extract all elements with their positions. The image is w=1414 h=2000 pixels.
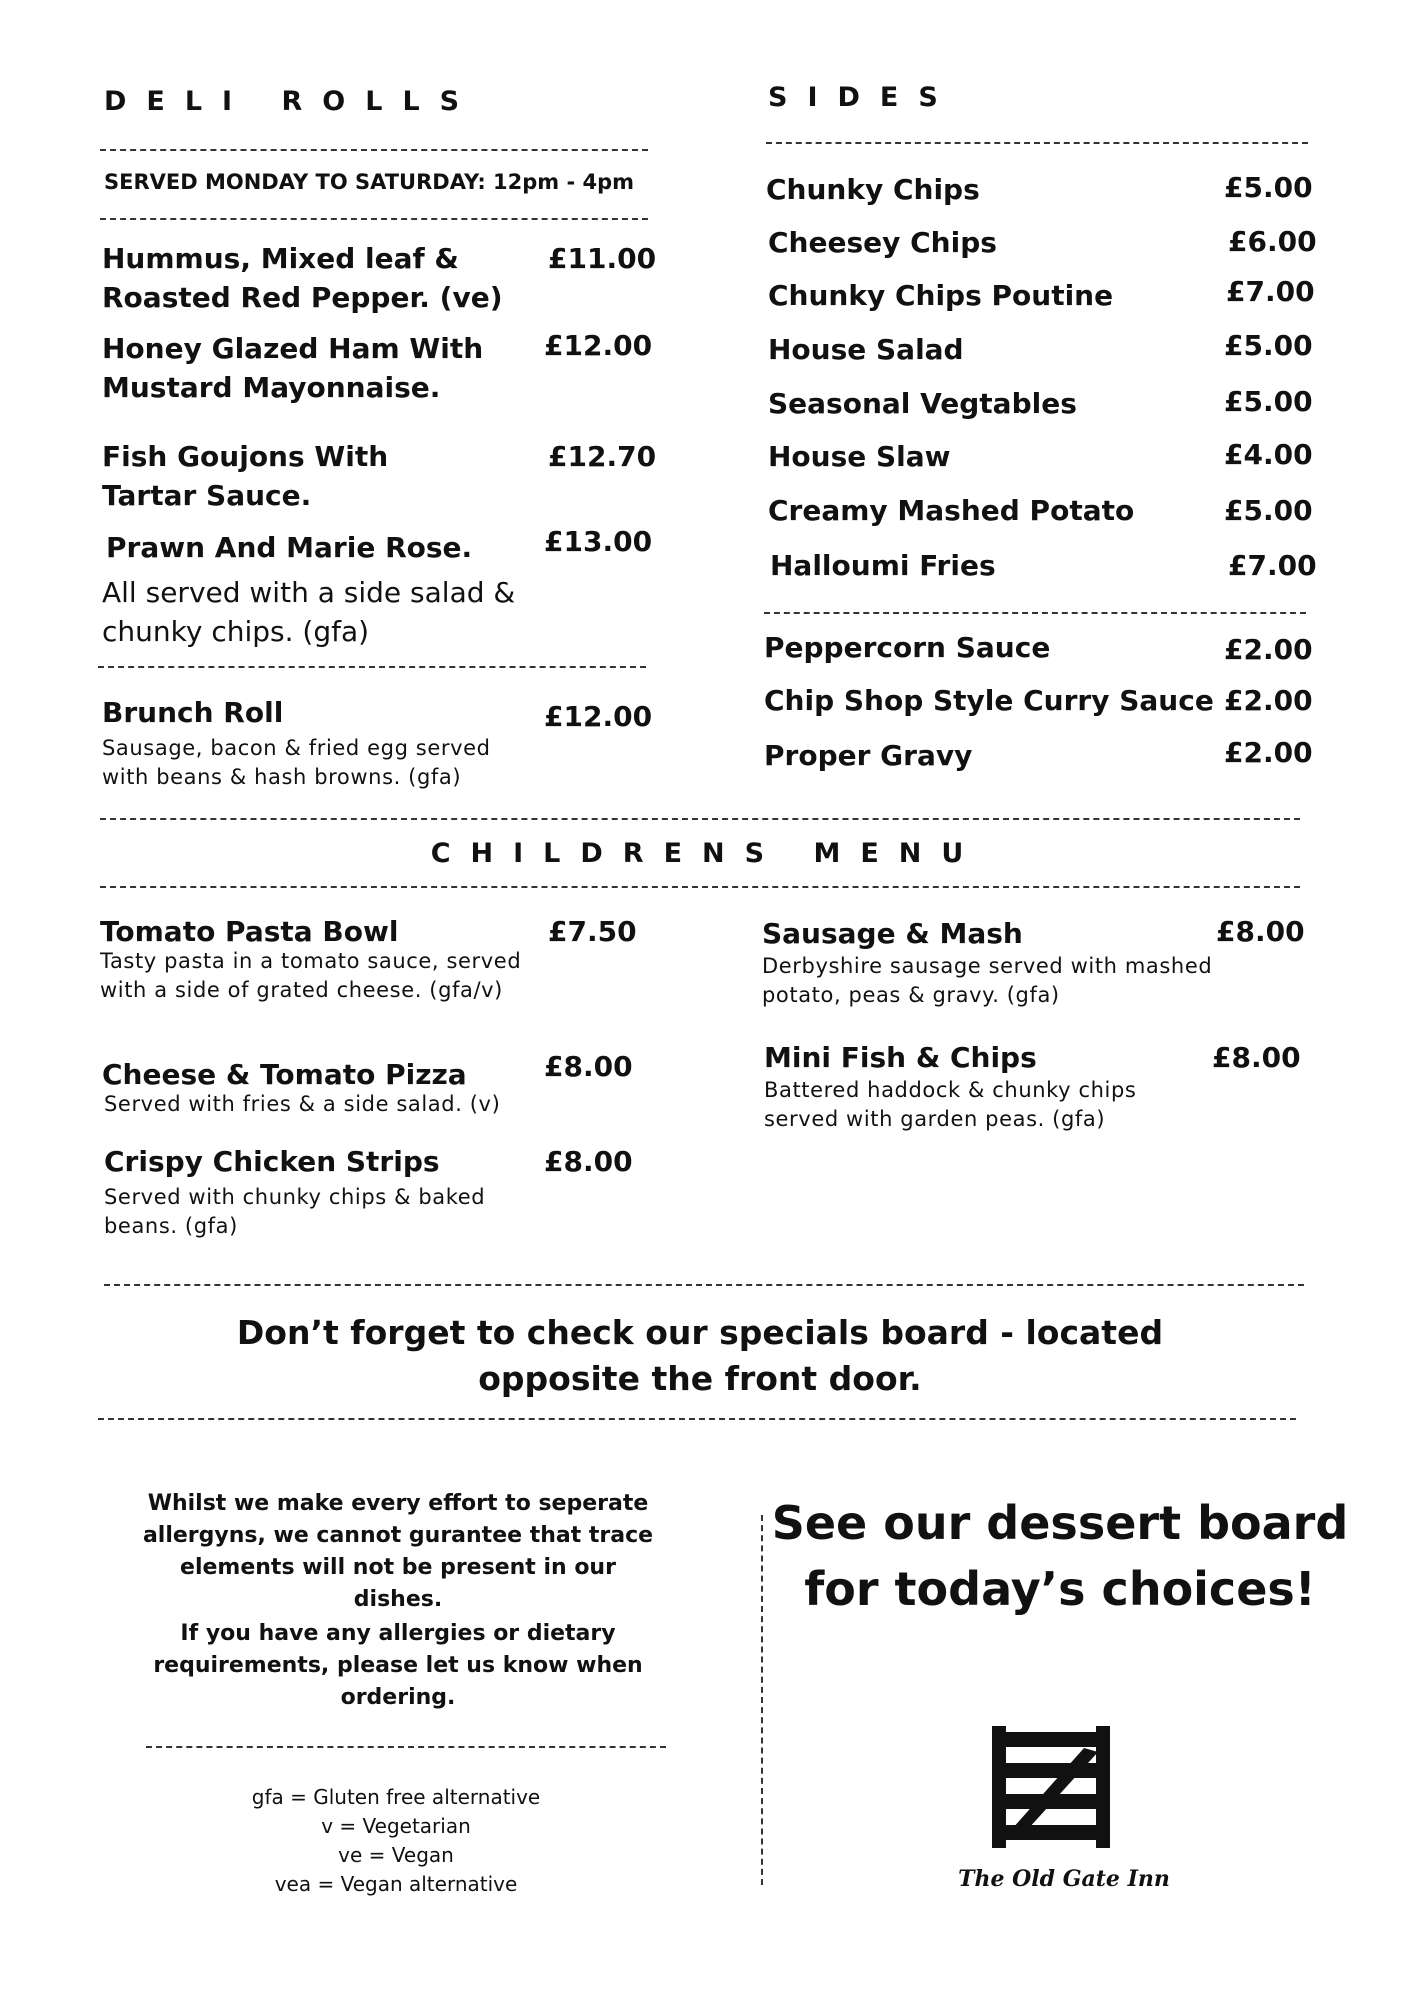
side-item-name: Chunky Chips Poutine <box>768 279 1114 312</box>
side-item-price: £5.00 <box>1224 385 1313 418</box>
allergy-request: If you have any allergies or dietary requirements, please let us know when ordering. <box>153 1621 643 1710</box>
dietary-key-gfa: gfa = Gluten free alternative <box>251 1785 541 1809</box>
deli-serving-note: All served with a side salad & chunky chips. (gfa) <box>102 576 516 648</box>
dessert-board-note: See our dessert board for today’s choices! <box>771 1496 1349 1616</box>
sauce-item-price: £2.00 <box>1224 736 1313 769</box>
deli-item-price: £12.00 <box>544 329 653 362</box>
kids-item-name: Cheese & Tomato Pizza <box>102 1058 467 1091</box>
kids-item-price: £8.00 <box>544 1145 633 1178</box>
divider <box>766 142 1308 144</box>
allergy-disclaimer: Whilst we make every effort to seperate allergyns, we cannot gurantee that trace elements will not be present in our dishes. <box>142 1491 654 1612</box>
deli-item-price: £11.00 <box>548 242 657 275</box>
side-item-price: £5.00 <box>1224 494 1313 527</box>
divider <box>100 218 648 220</box>
side-item-name: Halloumi Fries <box>770 549 996 582</box>
kids-item-description: Served with chunky chips & baked beans. (gfa) <box>104 1185 486 1238</box>
dietary-key-ve: ve = Vegan <box>338 1843 454 1867</box>
deli-item-name: Hummus, Mixed leaf & Roasted Red Pepper. (ve) <box>102 242 503 314</box>
brunch-roll-name: Brunch Roll <box>102 696 284 729</box>
dietary-key-vea: vea = Vegan alternative <box>274 1872 518 1896</box>
deli-item-price: £12.70 <box>548 440 657 473</box>
side-item-price: £7.00 <box>1228 549 1317 582</box>
brunch-roll-price: £12.00 <box>544 700 653 733</box>
sauce-item-price: £2.00 <box>1224 633 1313 666</box>
kids-item-price: £8.00 <box>1212 1041 1301 1074</box>
kids-item-name: Mini Fish & Chips <box>764 1041 1037 1074</box>
sides-heading: SIDES <box>768 82 958 113</box>
divider <box>146 1746 666 1748</box>
kids-item-price: £8.00 <box>1216 915 1305 948</box>
side-item-name: Cheesey Chips <box>768 226 997 259</box>
deli-rolls-heading: DELI ROLLS <box>104 86 480 117</box>
kids-item-description: Derbyshire sausage served with mashed potato, peas & gravy. (gfa) <box>762 954 1213 1007</box>
kids-item-description: Tasty pasta in a tomato sauce, served with a side of grated cheese. (gfa/v) <box>100 949 522 1002</box>
side-item-name: House Salad <box>768 333 964 366</box>
kids-item-name: Tomato Pasta Bowl <box>100 915 399 948</box>
deli-item-name: Fish Goujons With Tartar Sauce. <box>102 440 389 512</box>
childrens-menu-heading: CHILDRENS MENU <box>430 838 984 869</box>
specials-board-note: Don’t forget to check our specials board - located opposite the front door. <box>236 1313 1164 1398</box>
kids-item-price: £8.00 <box>544 1050 633 1083</box>
sauce-item-name: Proper Gravy <box>764 739 973 772</box>
deli-item-name: Honey Glazed Ham With Mustard Mayonnaise. <box>102 332 484 404</box>
dietary-key-v: v = Vegetarian <box>321 1814 471 1838</box>
sauce-item-name: Peppercorn Sauce <box>764 631 1051 664</box>
kids-item-name: Sausage & Mash <box>762 917 1023 950</box>
divider <box>100 886 1300 888</box>
side-item-price: £5.00 <box>1224 171 1313 204</box>
divider <box>764 612 1306 614</box>
deli-item-name: Prawn And Marie Rose. <box>106 531 473 564</box>
side-item-name: Chunky Chips <box>766 173 980 206</box>
side-item-price: £4.00 <box>1224 438 1313 471</box>
side-item-name: Creamy Mashed Potato <box>768 494 1135 527</box>
divider <box>100 149 648 151</box>
kids-item-name: Crispy Chicken Strips <box>104 1145 440 1178</box>
side-item-price: £5.00 <box>1224 329 1313 362</box>
kids-item-description: Served with fries & a side salad. (v) <box>104 1092 501 1116</box>
gate-icon <box>984 1718 1144 1868</box>
divider <box>98 1418 1296 1420</box>
side-item-price: £6.00 <box>1228 225 1317 258</box>
kids-item-description: Battered haddock & chunky chips served with garden peas. (gfa) <box>764 1078 1137 1131</box>
sauce-item-name: Chip Shop Style Curry Sauce <box>764 684 1214 717</box>
sauce-item-price: £2.00 <box>1224 684 1313 717</box>
old-gate-inn-logo <box>984 1718 1144 1868</box>
serving-times: SERVED MONDAY TO SATURDAY: 12pm - 4pm <box>104 170 635 194</box>
side-item-name: House Slaw <box>768 440 951 473</box>
deli-item-price: £13.00 <box>544 525 653 558</box>
divider <box>100 818 1300 820</box>
vertical-divider <box>761 1515 763 1885</box>
divider <box>98 666 646 668</box>
side-item-name: Seasonal Vegtables <box>768 387 1077 420</box>
divider <box>104 1284 1304 1286</box>
side-item-price: £7.00 <box>1226 275 1315 308</box>
kids-item-price: £7.50 <box>548 915 637 948</box>
brunch-roll-description: Sausage, bacon & fried egg served with beans & hash browns. (gfa) <box>102 736 491 789</box>
logo-wordmark: The Old Gate Inn <box>958 1866 1170 1892</box>
